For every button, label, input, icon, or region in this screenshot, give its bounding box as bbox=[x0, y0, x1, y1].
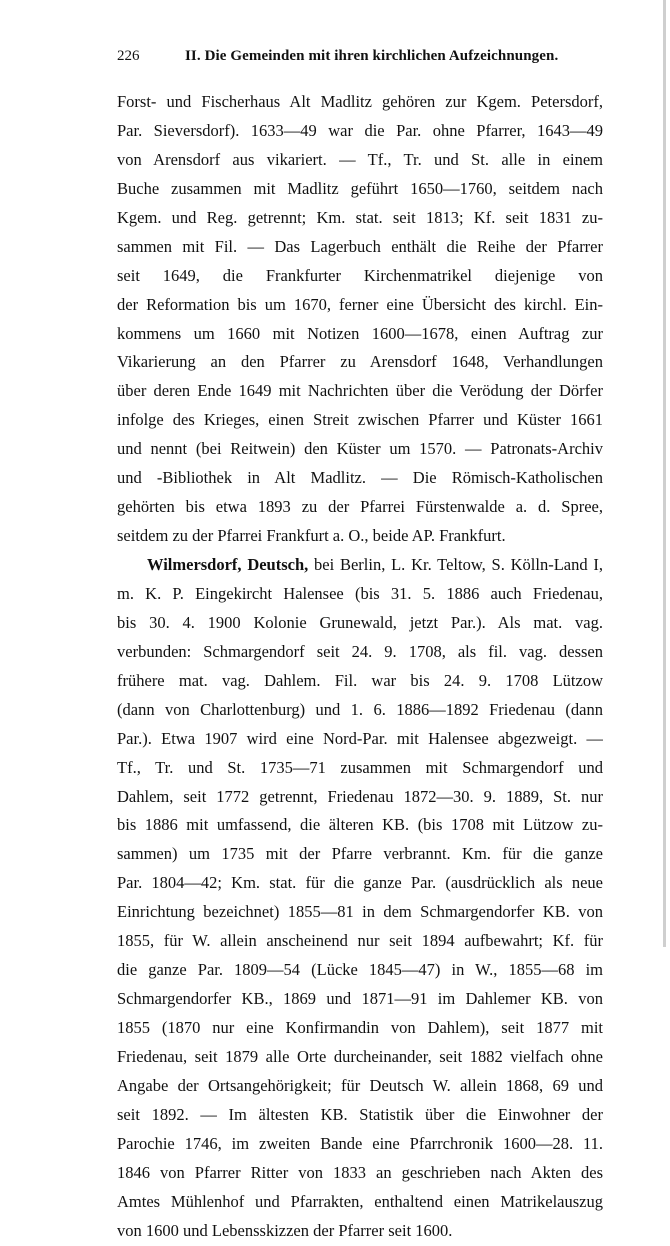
text-line: Einrichtung bezeichnet) 1855—81 in dem Schmargendorfer KB. von bbox=[117, 902, 603, 922]
text-line bbox=[117, 551, 603, 580]
text-line: Schmargendorfer KB., 1869 und 1871—91 im Dahlemer KB. von bbox=[117, 989, 603, 1009]
text-line: Vikarierung an den Pfarrer zu Arensdorf 1648, Verhandlungen bbox=[117, 352, 603, 372]
text-line: Buche zusammen mit Madlitz geführt 1650—1760, seitdem nach bbox=[117, 178, 603, 198]
entry-heading: Wilmersdorf, Deutsch, bbox=[147, 555, 309, 574]
text-line: Kgem. und Reg. getrennt; Km. stat. seit 1813; Kf. seit 1831 zu- bbox=[117, 207, 603, 227]
text-line: Forst- und Fischerhaus Alt Madlitz gehören zur Kgem. Petersdorf, bbox=[117, 92, 603, 111]
text-line: infolge des Krieges, einen Streit zwischen Pfarrer und Küster 1661 bbox=[117, 410, 603, 430]
page-edge bbox=[663, 0, 666, 947]
text-line: kommens um 1660 mit Notizen 1600—1678, einen Auftrag zur bbox=[117, 323, 603, 343]
text-line: und -Bibliothek in Alt Madlitz. — Die Römisch-Katholischen bbox=[117, 468, 603, 488]
text-line: seitdem zu der Pfarrei Frankfurt a. O., beide AP. Frankfurt. bbox=[117, 526, 506, 546]
page-body bbox=[117, 88, 603, 1246]
entry-heading-rest: bei Berlin, L. Kr. Teltow, S. Kölln-Land I, bbox=[308, 555, 603, 574]
text-line: Amtes Mühlenhof und Pfarrakten, enthaltend einen Matrikelauszug bbox=[117, 1191, 603, 1211]
text-line: bis 30. 4. 1900 Kolonie Grunewald, jetzt Par.). Als mat. vag. bbox=[117, 612, 603, 632]
text-line: Friedenau, seit 1879 alle Orte durcheinander, seit 1882 vielfach ohne bbox=[117, 1046, 603, 1066]
text-line: m. K. P. Eingekircht Halensee (bis 31. 5. 1886 auch Friedenau, bbox=[117, 583, 603, 603]
text-line: von 1600 und Lebensskizzen der Pfarrer seit 1600. bbox=[117, 1220, 453, 1240]
chapter-title: II. Die Gemeinden mit ihren kirchlichen Aufzeichnungen. bbox=[185, 48, 559, 64]
paragraph-alt-madlitz bbox=[117, 88, 603, 551]
text-line: von Arensdorf aus vikariert. — Tf., Tr. und St. alle in einem bbox=[117, 149, 603, 169]
running-header bbox=[117, 48, 603, 70]
text-line: Tf., Tr. und St. 1735—71 zusammen mit Schmargendorf und bbox=[117, 757, 603, 777]
text-line: Parochie 1746, im zweiten Bande eine Pfarrchronik 1600—28. 11. bbox=[117, 1133, 603, 1153]
text-line: und nennt (bei Reitwein) den Küster um 1570. — Patronats-Archiv bbox=[117, 439, 603, 459]
text-line: der Reformation bis um 1670, ferner eine Übersicht des kirchl. Ein- bbox=[117, 294, 603, 314]
text-line: seit 1649, die Frankfurter Kirchenmatrikel diejenige von bbox=[117, 265, 603, 285]
text-line: verbunden: Schmargendorf seit 24. 9. 1708, als fil. vag. dessen bbox=[117, 641, 603, 661]
text-line: frühere mat. vag. Dahlem. Fil. war bis 24. 9. 1708 Lützow bbox=[117, 670, 603, 690]
text-line: Par. Sieversdorf). 1633—49 war die Par. ohne Pfarrer, 1643—49 bbox=[117, 120, 603, 140]
text-line: über deren Ende 1649 mit Nachrichten über die Verödung der Dörfer bbox=[117, 381, 603, 401]
text-line: Par.). Etwa 1907 wird eine Nord-Par. mit Halensee abgezweigt. — bbox=[117, 728, 603, 748]
text-line: 1855, für W. allein anscheinend nur seit 1894 aufbewahrt; Kf. für bbox=[117, 931, 603, 951]
text-line: die ganze Par. 1809—54 (Lücke 1845—47) in W., 1855—68 im bbox=[117, 960, 603, 980]
text-line: 1846 von Pfarrer Ritter von 1833 an geschrieben nach Akten des bbox=[117, 1162, 603, 1182]
text-line: 1855 (1870 nur eine Konfirmandin von Dahlem), seit 1877 mit bbox=[117, 1018, 603, 1037]
page-number: 226 bbox=[117, 48, 140, 64]
text-line: seit 1892. — Im ältesten KB. Statistik über die Einwohner der bbox=[117, 1104, 603, 1124]
text-line: sammen mit Fil. — Das Lagerbuch enthält die Reihe der Pfarrer bbox=[117, 236, 603, 256]
text-line: gehörten bis etwa 1893 zu der Pfarrei Fürstenwalde a. d. Spree, bbox=[117, 497, 603, 517]
text-line: Dahlem, seit 1772 getrennt, Friedenau 1872—30. 9. 1889, St. nur bbox=[117, 786, 603, 806]
text-line: Angabe der Ortsangehörigkeit; für Deutsch W. allein 1868, 69 und bbox=[117, 1075, 603, 1095]
text-line: bis 1886 mit umfassend, die älteren KB. (bis 1708 mit Lützow zu- bbox=[117, 815, 603, 835]
text-line: sammen) um 1735 mit der Pfarre verbrannt. Km. für die ganze bbox=[117, 844, 603, 864]
paragraph-wilmersdorf bbox=[117, 551, 603, 1246]
text-line: (dann von Charlottenburg) und 1. 6. 1886—1892 Friedenau (dann bbox=[117, 699, 603, 719]
text-line: Par. 1804—42; Km. stat. für die ganze Par. (ausdrücklich als neue bbox=[117, 873, 603, 893]
